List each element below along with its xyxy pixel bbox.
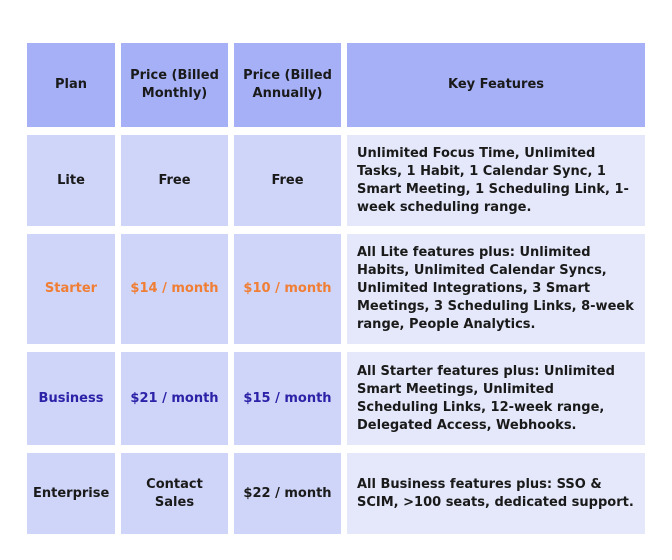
monthly-price-enterprise: Contact Sales [121, 453, 234, 534]
annual-price-business: $15 / month [234, 352, 347, 453]
table-row-enterprise [27, 453, 645, 534]
features-business: All Starter features plus: Unlimited Smart Meetings, Unlimited Scheduling Links, 12-week range, Delegated Access, Webhooks. [347, 352, 645, 453]
table-row-business [27, 352, 645, 453]
monthly-price-starter: $14 / month [121, 234, 234, 352]
header-key-features: Key Features [347, 43, 645, 135]
plan-name-starter: Starter [27, 234, 121, 352]
plan-name-business: Business [27, 352, 121, 453]
table-row-lite [27, 135, 645, 234]
monthly-price-business: $21 / month [121, 352, 234, 453]
annual-price-lite: Free [234, 135, 347, 234]
header-annual-price: Price (Billed Annually) [234, 43, 347, 135]
annual-price-starter: $10 / month [234, 234, 347, 352]
features-starter: All Lite features plus: Unlimited Habits, Unlimited Calendar Syncs, Unlimited Integrations, 3 Smart Meetings, 3 Scheduling Links, 8-week range, People Analytics. [347, 234, 645, 352]
plan-name-lite: Lite [27, 135, 121, 234]
pricing-table [27, 43, 645, 534]
monthly-price-lite: Free [121, 135, 234, 234]
header-monthly-price: Price (Billed Monthly) [121, 43, 234, 135]
features-enterprise: All Business features plus: SSO & SCIM, >100 seats, dedicated support. [347, 453, 645, 534]
features-lite: Unlimited Focus Time, Unlimited Tasks, 1 Habit, 1 Calendar Sync, 1 Smart Meeting, 1 Scheduling Link, 1-week scheduling range. [347, 135, 645, 234]
plan-name-enterprise: Enterprise [27, 453, 121, 534]
table-row-starter [27, 234, 645, 352]
annual-price-enterprise: $22 / month [234, 453, 347, 534]
header-plan: Plan [27, 43, 121, 135]
header-row [27, 43, 645, 135]
